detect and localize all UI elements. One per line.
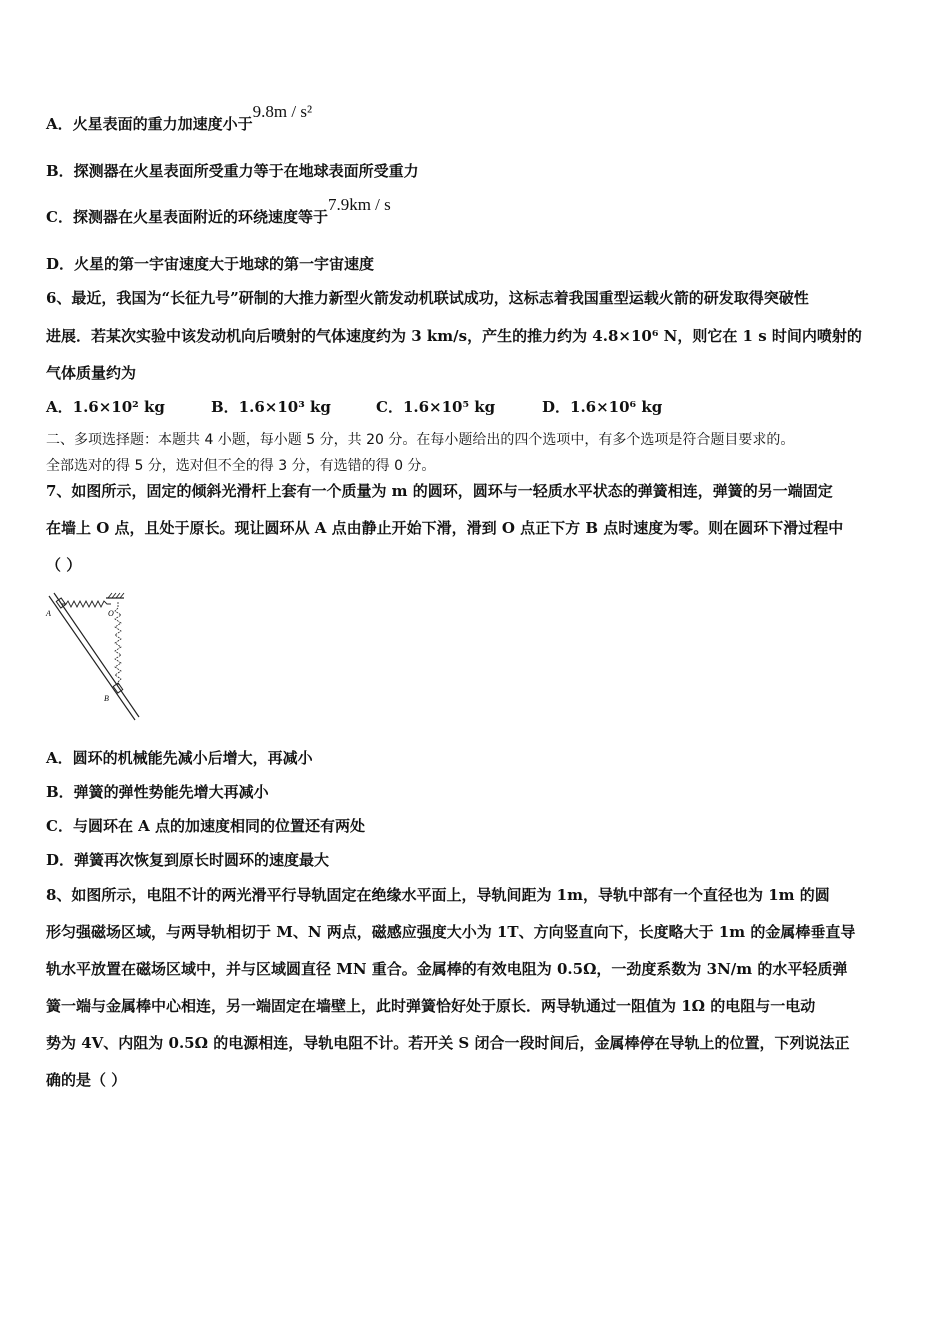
q5-option-b: B．探测器在火星表面所受重力等于在地球表面所受重力: [46, 162, 419, 180]
spring-horizontal: [62, 601, 111, 607]
q7-stem-line-2: 在墙上 O 点，且处于原长。现让圆环从 A 点由静止开始下滑，滑到 O 点正下方 B 点时速度为零。则在圆环下滑过程中: [46, 519, 844, 537]
spring-vertical: [115, 602, 121, 687]
rod-edge-left: [49, 596, 135, 720]
q8-stem-line-4: 簧一端与金属棒中心相连，另一端固定在墙壁上，此时弹簧恰好处于原长．两导轨通过一阻值为 1Ω 的电阻与一电动: [46, 997, 816, 1015]
q8-stem-line-3: 轨水平放置在磁场区域中，并与区域圆直径 MN 重合。金属棒的有效电阻为 0.5Ω，一劲度系数为 3N/m 的水平轻质弹: [46, 960, 848, 978]
section-2-heading-line-1: 二、多项选择题：本题共 4 小题，每小题 5 分，共 20 分。在每小题给出的四个选项中，有多个选项是符合题目要求的。: [46, 432, 795, 448]
label-b: B: [104, 694, 109, 703]
q8-stem-line-5: 势为 4V、内阻为 0.5Ω 的电源相连，导轨电阻不计。若开关 S 闭合一段时间后，金属棒停在导轨上的位置，下列说法正: [46, 1034, 850, 1052]
q5-option-c-text: C．探测器在火星表面附近的环绕速度等于: [46, 208, 328, 226]
q5-option-a: [46, 102, 313, 134]
section-2-heading-line-2: 全部选对的得 5 分，选对但不全的得 3 分，有选错的得 0 分。: [46, 458, 436, 474]
q7-stem-line-1: 7、如图所示，固定的倾斜光滑杆上套有一个质量为 m 的圆环，圆环与一轻质水平状态的弹簧相连，弹簧的另一端固定: [46, 482, 833, 500]
q7-option-b: B．弹簧的弹性势能先增大再减小: [46, 783, 269, 801]
q7-option-c: C．与圆环在 A 点的加速度相同的位置还有两处: [46, 817, 366, 835]
q8-stem-line-1: 8、如图所示，电阻不计的两光滑平行导轨固定在绝缘水平面上，导轨间距为 1m，导轨中部有一个直径也为 1m 的圆: [46, 886, 830, 904]
q7-option-d: D．弹簧再次恢复到原长时圆环的速度最大: [46, 851, 330, 869]
q5-option-a-math: 9.8m / s²: [252, 102, 313, 121]
q5-option-c-math: 7.9km / s: [327, 195, 391, 214]
q6-stem-line-2: 进展．若某次实验中该发动机向后喷射的气体速度约为 3 km/s，产生的推力约为 4.8×10⁶ N，则它在 1 s 时间内喷射的: [46, 327, 862, 345]
q8-stem-line-6: 确的是（ ）: [46, 1071, 127, 1089]
q6-option-d: D．1.6×10⁶ kg: [542, 398, 663, 416]
label-o: O: [108, 609, 114, 618]
q6-stem-line-3: 气体质量约为: [46, 364, 137, 382]
q5-option-d: D．火星的第一宇宙速度大于地球的第一宇宙速度: [46, 255, 375, 273]
q6-option-c: C．1.6×10⁵ kg: [376, 398, 496, 416]
q6-options: [46, 397, 662, 417]
q7-stem-line-3: （ ）: [46, 556, 82, 574]
q6-option-b: B．1.6×10³ kg: [211, 398, 331, 416]
q5-option-c: [46, 195, 391, 227]
label-a: A: [46, 609, 51, 618]
wall-hatching: [108, 593, 124, 598]
q6-option-a: A．1.6×10² kg: [46, 398, 165, 416]
q5-option-a-text: A．火星表面的重力加速度小于: [46, 115, 253, 133]
q6-stem-line-1: 6、最近，我国为“长征九号”研制的大推力新型火箭发动机联试成功，这标志着我国重型运载火箭的研发取得突破性: [46, 289, 809, 307]
q8-stem-line-2: 形匀强磁场区域，与两导轨相切于 M、N 两点，磁感应强度大小为 1T、方向竖直向下，长度略大于 1m 的金属棒垂直导: [46, 923, 856, 941]
q7-figure-inclined-rod-spring: [44, 590, 144, 730]
q7-option-a: A．圆环的机械能先减小后增大，再减小: [46, 749, 313, 767]
rod-edge-right: [54, 593, 139, 717]
